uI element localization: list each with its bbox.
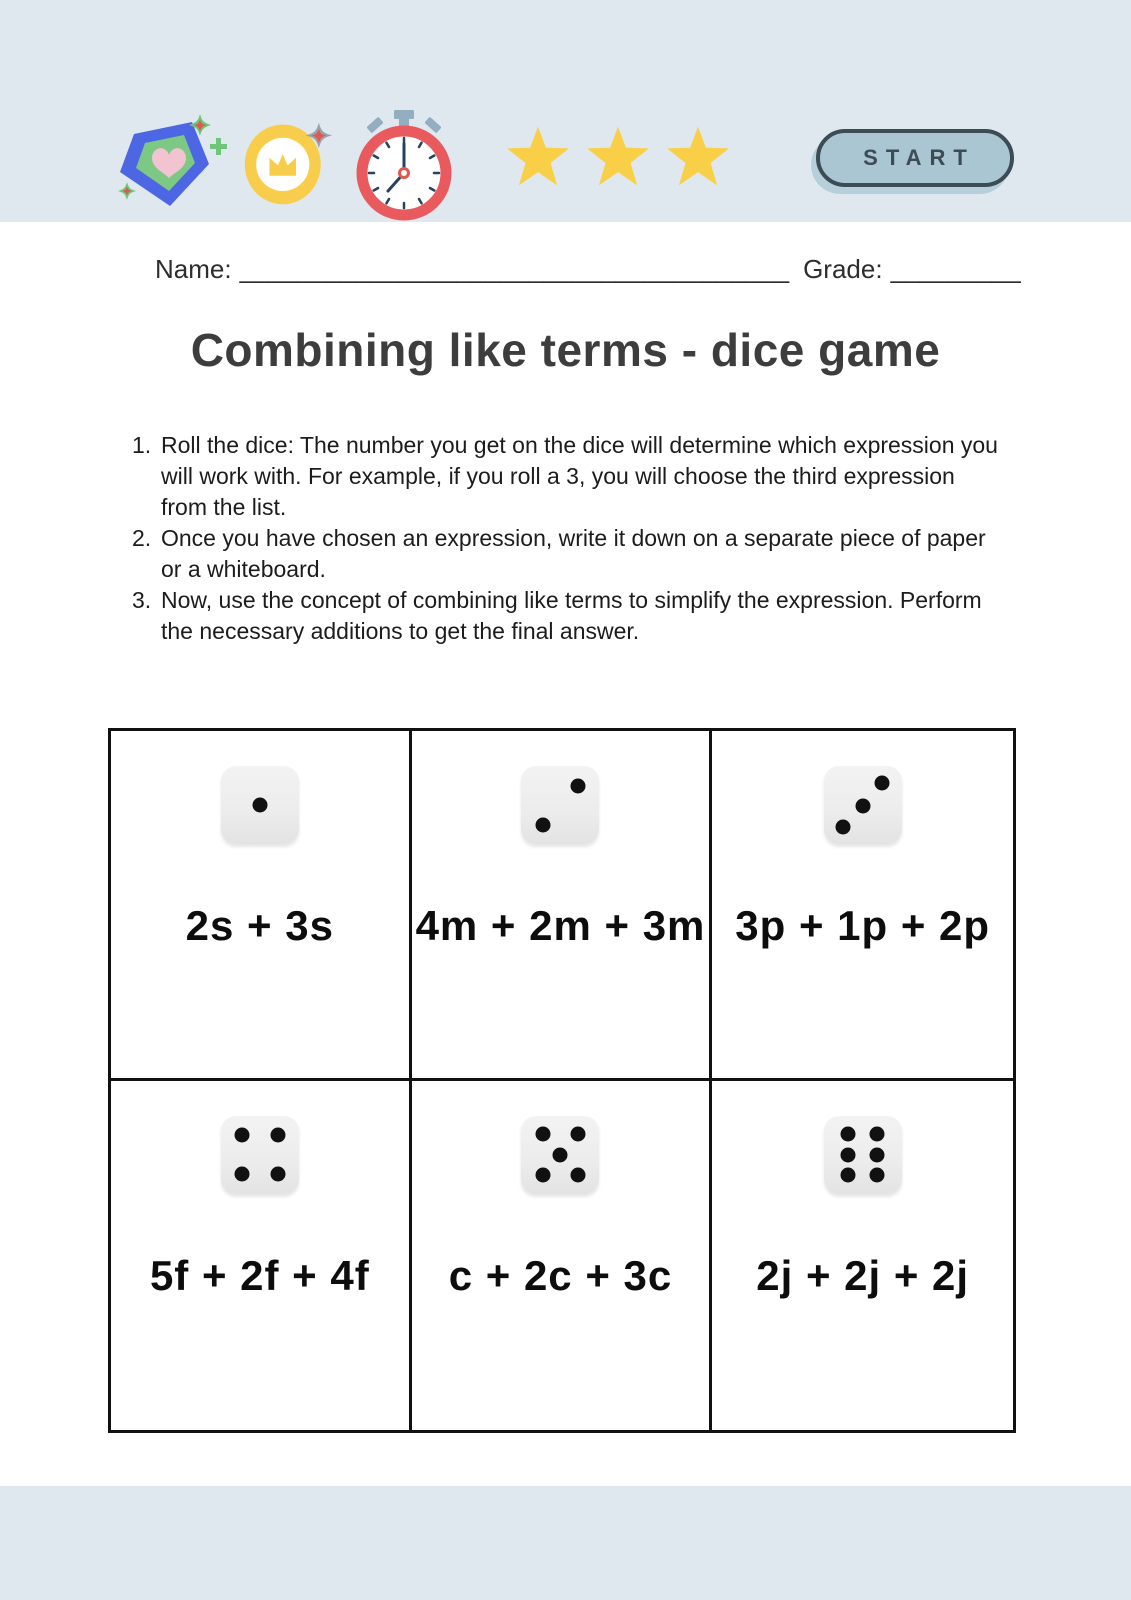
footer-band — [0, 1486, 1131, 1600]
expression-2: 4m + 2m + 3m — [415, 902, 706, 949]
start-button-label: START — [863, 145, 975, 170]
start-button[interactable] — [816, 129, 1014, 187]
table-cell-5 — [412, 1081, 713, 1431]
instructions-list — [128, 430, 1000, 647]
die-face-5 — [521, 1116, 599, 1194]
table-cell-2 — [412, 731, 713, 1081]
coin-crown-icon — [240, 115, 335, 210]
instruction-step-2: Once you have chosen an expression, write it down on a separate piece of paper or a whiteboard. — [161, 525, 986, 582]
table-cell-4 — [111, 1081, 412, 1431]
star-icon — [505, 124, 571, 190]
star-rating — [505, 124, 731, 190]
die-face-1 — [221, 766, 299, 844]
table-cell-1 — [111, 731, 412, 1081]
instruction-step-1: Roll the dice: The number you get on the dice will determine which expression you will work with. For example, if you roll a 3, you will choose the third expression from the list. — [161, 432, 998, 520]
expression-4: 5f + 2f + 4f — [149, 1251, 370, 1299]
expression-3: 3p + 1p + 2p — [735, 902, 991, 949]
name-label: Name: — [155, 254, 232, 284]
dice-expression-table — [108, 728, 1016, 1433]
die-face-3 — [824, 766, 902, 844]
expression-6: 2j + 2j + 2j — [756, 1251, 970, 1299]
grade-blank-field[interactable]: _________ — [890, 254, 1021, 284]
stopwatch-icon — [348, 108, 460, 223]
table-cell-3 — [712, 731, 1013, 1081]
grade-label: Grade: — [803, 254, 883, 284]
expression-5: c + 2c + 3c — [448, 1251, 673, 1299]
die-face-2 — [521, 766, 599, 844]
name-blank-field[interactable]: ______________________________________ — [239, 254, 790, 284]
gem-badge-icon — [112, 112, 232, 212]
die-face-4 — [221, 1116, 299, 1194]
expression-1: 2s + 3s — [185, 902, 334, 949]
star-icon — [585, 124, 651, 190]
die-face-6 — [824, 1116, 902, 1194]
table-cell-6 — [712, 1081, 1013, 1431]
instruction-step-3: Now, use the concept of combining like terms to simplify the expression. Perform the necessary additions to get the final answer. — [161, 587, 982, 644]
page-title: Combining like terms - dice game — [190, 324, 941, 376]
name-grade-line — [155, 254, 1021, 285]
star-icon — [665, 124, 731, 190]
